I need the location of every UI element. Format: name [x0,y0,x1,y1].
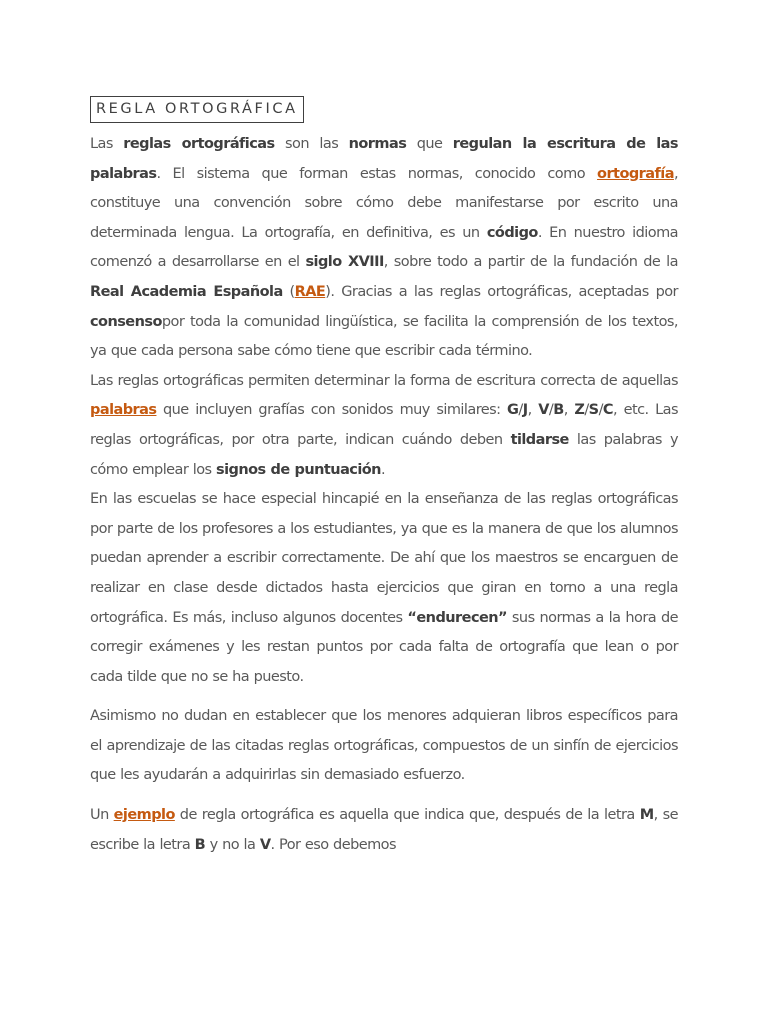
document-body [90,130,678,860]
text-run: / [598,402,603,419]
bold-term: V [538,402,549,419]
text-run: que incluyen grafías con sonidos muy similares: [156,402,508,419]
bold-term: signos de puntuación [216,461,381,478]
bold-term: B [553,402,564,419]
text-run: , etc. Las reglas ortográficas, por otra parte, indican cuándo deben [90,402,678,448]
document-title: REGLA ORTOGRÁFICA [90,96,304,123]
link-rae[interactable]: RAE [294,283,326,300]
text-run: Un [90,807,114,824]
bold-term: “endurecen” [407,609,508,626]
paragraph-example [90,801,678,860]
link-ortografia[interactable]: ortografía [597,165,674,182]
bold-term: C [602,402,613,419]
text-run: , [563,402,575,419]
text-run: son las [274,136,349,152]
bold-term: J [522,402,528,419]
text-run: / [584,402,589,419]
bold-term: tildarse [510,431,569,448]
bold-term: S [588,402,599,419]
bold-term: V [259,836,271,853]
text-run: sus normas a la hora de corregir exámenes y les restan puntos por cada falta de ortografía que lean o por cada tilde que no se ha puesto. [90,609,678,685]
bold-term: B [194,836,206,853]
text-run: En las escuelas se hace especial hincapié en la enseñanza de las reglas ortográficas por parte de los profesores a los estudiantes, ya que es la manera de que los alumnos puedan aprender a escribir correctamente. De ahí que los maestros se encarguen de realizar en clase desde dictados hasta ejercicios que giran en torno a una regla ortográfica. Es más, incluso algunos docentes [90,491,678,626]
bold-term: consenso [90,313,162,330]
text-run: , se escribe la letra [90,807,678,853]
bold-term: reglas ortográficas [123,136,275,152]
paragraph-books [90,702,678,791]
text-run: Las [90,136,124,152]
text-run: , constituye una convención sobre cómo debe manifestarse por escrito una determinada lengua. La ortografía, en definitiva, es un [90,165,678,241]
bold-term: regulan la escritura de las palabras [90,136,678,182]
text-run: las palabras y cómo emplear los [90,431,679,478]
bold-term: M [639,807,654,824]
link-ejemplo[interactable]: ejemplo [113,807,175,824]
text-run: de regla ortográfica es aquella que indica que, después de la letra [174,807,640,824]
text-run: y no la [205,836,260,853]
bold-term: siglo XVIII [305,254,384,271]
bold-term: normas [348,136,407,152]
text-run: . El sistema que forman estas normas, conocido como [156,165,598,182]
text-run: Asimismo no dudan en establecer que los menores adquieran libros específicos para el aprendizaje de las citadas reglas ortográficas, compuestos de un sinfín de ejercicios que les ayudarán a adquirirlas sin demasiado esfuerzo. [90,708,678,784]
text-run: / [518,402,523,419]
text-run: . En nuestro idioma comenzó a desarrollarse en el [90,224,678,271]
bold-term: G [507,402,519,419]
bold-term: Real Academia Española [90,283,283,300]
link-palabras[interactable]: palabras [90,402,157,419]
text-run: por toda la comunidad lingüística, se facilita la comprensión de los textos, ya que cada persona sabe cómo tiene que escribir cada término. [90,313,678,360]
text-run: . Por eso debemos [270,836,396,853]
text-run: , sobre todo a partir de la fundación de la [383,254,678,271]
text-run: que [406,136,453,152]
text-run: ). Gracias a las reglas ortográficas, aceptadas por [325,283,678,300]
paragraph-definition [90,130,678,367]
text-run: / [548,402,554,419]
bold-term: código [486,224,538,241]
paragraph-schools [90,485,678,692]
text-run: ( [282,283,295,300]
paragraph-spelling [90,367,678,485]
bold-term: Z [574,402,585,419]
text-run: , [527,402,539,419]
text-run: Las reglas ortográficas permiten determinar la forma de escritura correcta de aquellas [90,372,678,389]
text-run: . [380,461,386,478]
